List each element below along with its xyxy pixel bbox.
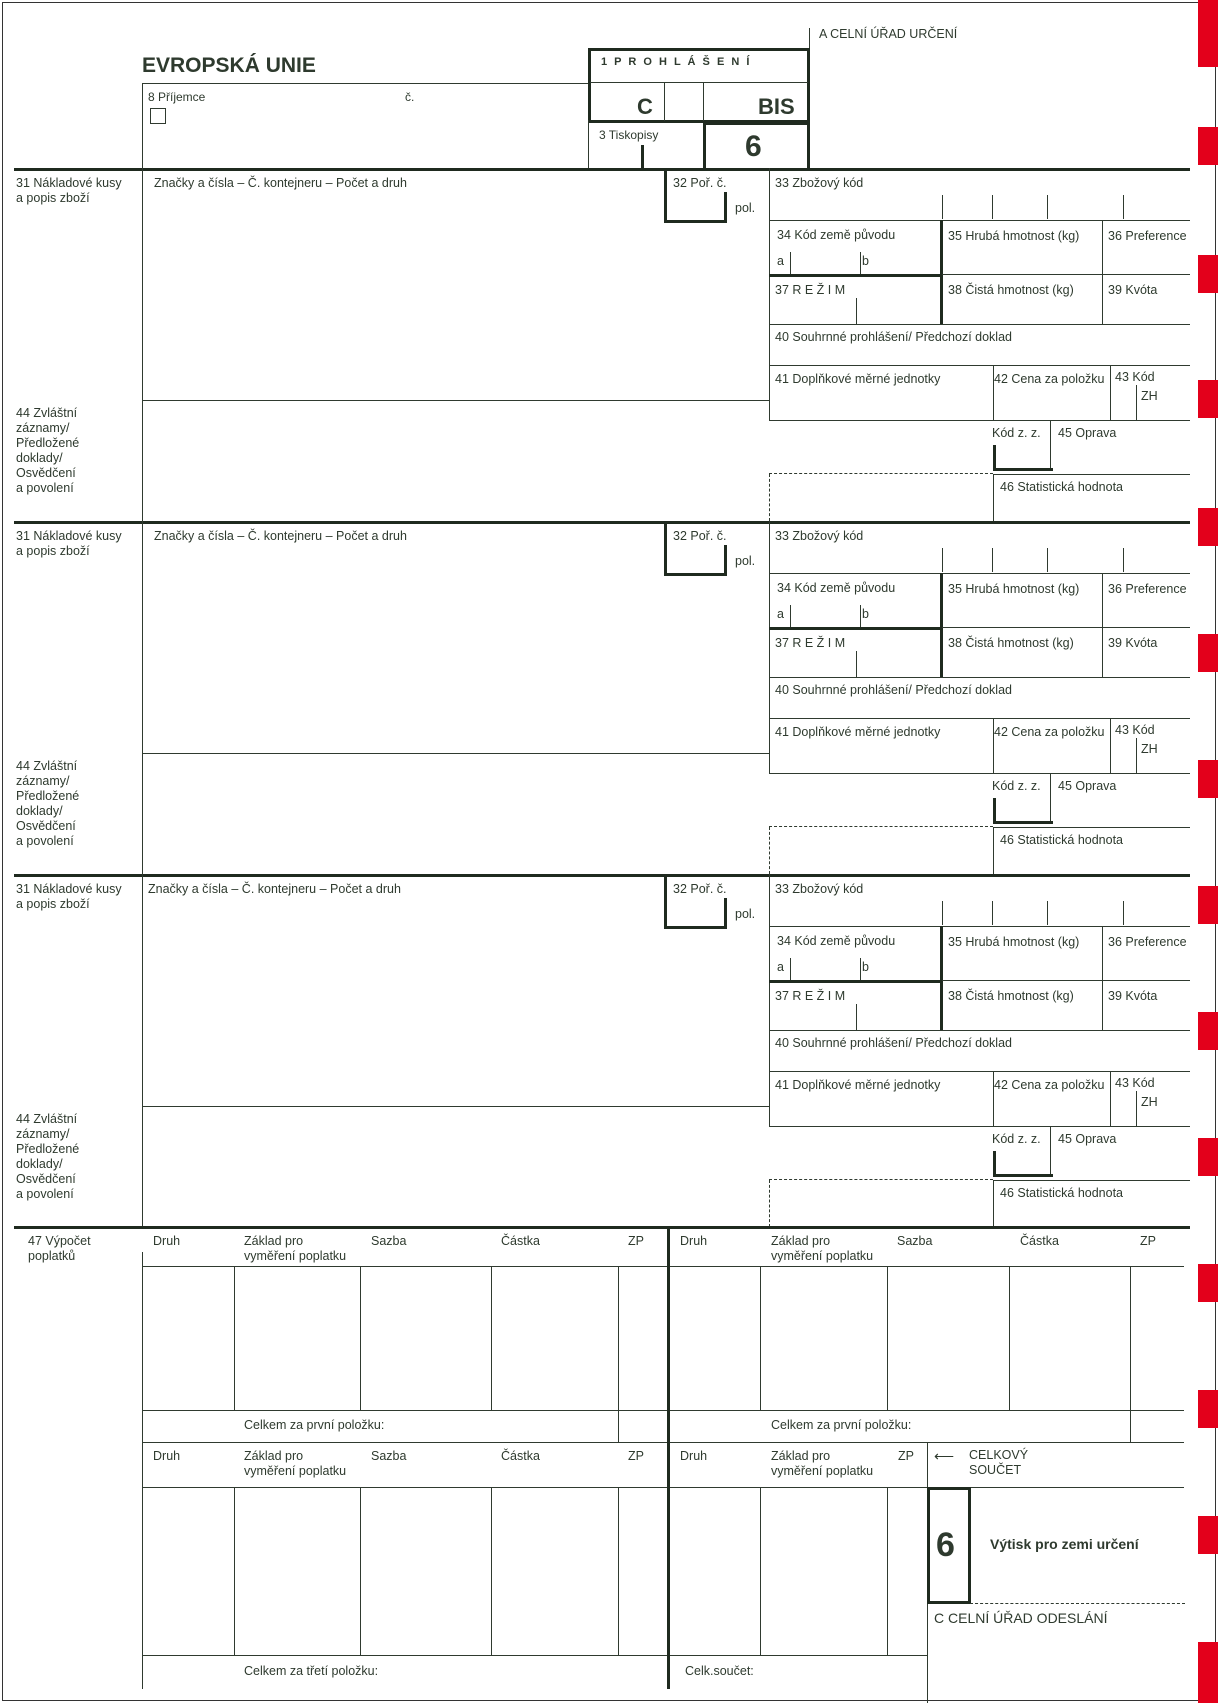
label-box31: 31 Nákladové kusy a popis zboží (16, 882, 122, 911)
divider (664, 521, 667, 575)
label-box32: 32 Poř. č. (673, 176, 727, 190)
label-box36: 36 Preference (1108, 935, 1187, 949)
divider (14, 1226, 1190, 1229)
label-box46: 46 Statistická hodnota (1000, 833, 1123, 847)
label-box35: 35 Hrubá hmotnost (kg) (948, 229, 1080, 243)
divider (664, 168, 667, 222)
divider (993, 1180, 994, 1227)
divider (491, 1487, 492, 1655)
copy-text: Výtisk pro zemi určení (990, 1536, 1139, 1552)
divider (856, 1004, 857, 1030)
union-title: EVROPSKÁ UNIE (142, 54, 316, 77)
divider (142, 400, 770, 401)
divider (590, 82, 808, 83)
label-box32: 32 Poř. č. (673, 529, 727, 543)
divider (769, 1071, 1190, 1072)
label-box37: 37 R E Ž I M (775, 283, 846, 297)
dashed-divider (769, 1180, 770, 1227)
label-box41: 41 Doplňkové měrné jednotky (775, 1078, 941, 1092)
label-box45: 45 Oprava (1058, 1132, 1117, 1146)
divider (940, 573, 943, 677)
margin-marker (1198, 760, 1218, 798)
label-zh: ZH (1141, 742, 1158, 756)
divider (942, 274, 1190, 275)
declaration-c: C (637, 94, 653, 119)
divider (940, 220, 943, 324)
divider (769, 874, 770, 1126)
margin-marker (1198, 1642, 1218, 1703)
divider (14, 874, 1190, 877)
divider (142, 1266, 1184, 1267)
label-box42: 42 Cena za položku (994, 372, 1105, 386)
divider (142, 753, 770, 754)
fees-label-zp: ZP (628, 1234, 644, 1248)
fees-label-total-first: Celkem za první položku: (244, 1418, 385, 1432)
label-pol: pol. (735, 554, 756, 568)
fees-label-total-first: Celkem za první položku: (771, 1418, 912, 1432)
divider (1110, 365, 1111, 420)
divider (769, 718, 1190, 719)
label-box37: 37 R E Ž I M (775, 989, 846, 1003)
fees-label-castka: Částka (501, 1449, 540, 1463)
fees-label-castka: Částka (501, 1234, 540, 1248)
divider (1047, 901, 1048, 925)
divider (927, 1487, 971, 1490)
label-box38: 38 Čistá hmotnost (kg) (948, 636, 1074, 650)
margin-marker (1198, 0, 1218, 67)
divider (1136, 385, 1137, 420)
label-box46: 46 Statistická hodnota (1000, 1186, 1123, 1200)
label-box33: 33 Zbožový kód (775, 176, 864, 190)
label-box41: 41 Doplňkové měrné jednotky (775, 372, 941, 386)
label-box35: 35 Hrubá hmotnost (kg) (948, 935, 1080, 949)
divider (618, 1410, 619, 1442)
label-pol: pol. (735, 907, 756, 921)
divider (360, 1487, 361, 1655)
divider (942, 195, 943, 219)
label-marks: Značky a čísla – Č. kontejneru – Počet a druh (154, 529, 407, 543)
divider (664, 83, 665, 121)
forms-label: 3 Tiskopisy (599, 128, 659, 142)
label-box36: 36 Preference (1108, 582, 1187, 596)
consignee-number-label: č. (405, 90, 415, 104)
divider (1050, 1126, 1051, 1176)
label-box44: 44 Zvláštní záznamy/ Předložené doklady/ Osvědčení a povolení (16, 1112, 80, 1201)
divider (1102, 926, 1103, 1030)
divider (807, 48, 810, 168)
divider (1050, 420, 1051, 470)
divider (724, 192, 727, 223)
divider (968, 1487, 971, 1604)
divider (724, 545, 727, 576)
copy-number: 6 (936, 1526, 955, 1564)
divider (993, 1174, 1053, 1177)
margin-marker (1198, 634, 1218, 672)
margin-marker (1198, 1264, 1218, 1302)
divider (790, 605, 791, 627)
divider (1123, 901, 1124, 925)
divider (760, 1266, 761, 1410)
divider (769, 1126, 1190, 1127)
grand-total-label: CELKOVÝ SOUČET (969, 1448, 1029, 1477)
divider (942, 627, 1190, 628)
margin-marker (1198, 127, 1218, 165)
divider (769, 274, 942, 277)
label-box38: 38 Čistá hmotnost (kg) (948, 283, 1074, 297)
fees-label-druh: Druh (680, 1234, 708, 1248)
label-box46: 46 Statistická hodnota (1000, 480, 1123, 494)
label-kodzz: Kód z. z. (992, 426, 1041, 440)
divider (618, 1487, 619, 1655)
label-zh: ZH (1141, 1095, 1158, 1109)
divider (769, 168, 770, 420)
dashed-divider (769, 473, 993, 474)
label-box43: 43 Kód (1115, 1076, 1155, 1090)
divider (992, 901, 993, 925)
label-box39: 39 Kvóta (1108, 989, 1158, 1003)
divider (142, 1410, 1184, 1411)
divider (769, 980, 942, 983)
divider (809, 28, 810, 50)
label-box34: 34 Kód země původu (777, 228, 896, 242)
label-box40: 40 Souhrnné prohlášení/ Předchozí doklad (775, 1036, 1012, 1050)
label-box32: 32 Poř. č. (673, 882, 727, 896)
label-box31: 31 Nákladové kusy a popis zboží (16, 176, 122, 205)
divider (1047, 548, 1048, 572)
fees-label-druh: Druh (153, 1449, 181, 1463)
divider (1123, 548, 1124, 572)
declaration-bis: BIS (758, 94, 795, 119)
divider (940, 926, 943, 1030)
label-zh: ZH (1141, 389, 1158, 403)
divider (724, 898, 727, 929)
label-a: a (777, 607, 784, 621)
divider (664, 926, 727, 929)
margin-marker (1198, 255, 1218, 293)
fees-label-castka: Částka (1020, 1234, 1059, 1248)
label-a: a (777, 254, 784, 268)
label-b: b (862, 607, 869, 621)
divider (887, 1487, 888, 1655)
label-box31: 31 Nákladové kusy a popis zboží (16, 529, 122, 558)
dashed-divider (769, 474, 770, 521)
divider (769, 773, 1190, 774)
margin-marker (1198, 1138, 1218, 1176)
divider (993, 468, 1053, 471)
form-border (2, 2, 1216, 1701)
consignee-checkbox[interactable] (150, 108, 166, 124)
fees-label-zaklad: Základ pro vyměření poplatku (244, 1234, 347, 1263)
forms-value: 6 (745, 130, 762, 163)
divider (769, 573, 1190, 574)
divider (1136, 1091, 1137, 1126)
fees-label-grand-total_short: Celk.součet: (685, 1664, 754, 1678)
customs-office-destination-label: A CELNÍ ÚŘAD URČENÍ (819, 27, 958, 41)
divider (769, 677, 1190, 678)
label-box37: 37 R E Ž I M (775, 636, 846, 650)
divider (769, 324, 1190, 325)
margin-marker (1198, 1390, 1218, 1428)
dashed-divider (769, 1179, 993, 1180)
divider (1130, 1266, 1131, 1410)
grand-total-arrow: ⟵ (934, 1448, 955, 1464)
divider (992, 195, 993, 219)
label-marks: Značky a čísla – Č. kontejneru – Počet a druh (148, 882, 401, 896)
label-box44: 44 Zvláštní záznamy/ Předložené doklady/ Osvědčení a povolení (16, 406, 80, 495)
divider (1136, 738, 1137, 773)
consignee-label: 8 Příjemce (148, 90, 206, 104)
margin-marker (1198, 1516, 1218, 1554)
divider (1102, 220, 1103, 324)
dashed-divider (769, 826, 993, 827)
divider (1123, 195, 1124, 219)
box47-label: 47 Výpočet poplatků (28, 1234, 91, 1263)
label-box39: 39 Kvóta (1108, 636, 1158, 650)
fees-label-sazba: Sazba (371, 1449, 407, 1463)
divider (769, 1030, 1190, 1031)
divider (142, 1252, 143, 1689)
divider (14, 521, 1190, 524)
label-box45: 45 Oprava (1058, 779, 1117, 793)
divider (993, 474, 994, 521)
label-a: a (777, 960, 784, 974)
label-box38: 38 Čistá hmotnost (kg) (948, 989, 1074, 1003)
divider (942, 901, 943, 925)
fees-label-druh: Druh (153, 1234, 181, 1248)
divider (1130, 1410, 1131, 1442)
label-box33: 33 Zbožový kód (775, 882, 864, 896)
divider (641, 145, 644, 168)
label-box36: 36 Preference (1108, 229, 1187, 243)
divider (993, 474, 1190, 475)
fees-label-druh: Druh (680, 1449, 708, 1463)
divider (993, 821, 1053, 824)
divider (142, 1106, 770, 1107)
fees-label-sazba: Sazba (897, 1234, 933, 1248)
label-box40: 40 Souhrnné prohlášení/ Předchozí doklad (775, 683, 1012, 697)
divider (993, 1180, 1190, 1181)
fees-label-total-third: Celkem za třetí položku: (244, 1664, 379, 1678)
divider (703, 83, 704, 121)
divider (1102, 573, 1103, 677)
divider (1050, 773, 1051, 823)
divider (790, 252, 791, 274)
dashed-divider (970, 1603, 1185, 1604)
divider (588, 120, 589, 168)
fees-label-sazba: Sazba (371, 1234, 407, 1248)
divider (887, 1266, 888, 1410)
divider (667, 1226, 670, 1689)
label-pol: pol. (735, 201, 756, 215)
divider (769, 627, 942, 630)
margin-marker (1198, 380, 1218, 418)
divider (360, 1266, 361, 1410)
label-box43: 43 Kód (1115, 723, 1155, 737)
divider (664, 573, 727, 576)
divider (142, 1487, 1184, 1488)
divider (942, 980, 1190, 981)
divider (769, 420, 1190, 421)
label-box35: 35 Hrubá hmotnost (kg) (948, 582, 1080, 596)
divider (993, 827, 1190, 828)
divider (927, 1487, 930, 1604)
divider (234, 1487, 235, 1655)
label-box45: 45 Oprava (1058, 426, 1117, 440)
divider (856, 651, 857, 677)
label-box42: 42 Cena za položku (994, 1078, 1105, 1092)
divider (142, 1655, 928, 1656)
divider (942, 548, 943, 572)
label-kodzz: Kód z. z. (992, 1132, 1041, 1146)
divider (769, 521, 770, 773)
fees-label-zaklad: Základ pro vyměření poplatku (771, 1449, 874, 1478)
fees-label-zaklad: Základ pro vyměření poplatku (244, 1449, 347, 1478)
label-box41: 41 Doplňkové měrné jednotky (775, 725, 941, 739)
divider (142, 168, 143, 521)
divider (1110, 718, 1111, 773)
divider (790, 958, 791, 980)
label-box44: 44 Zvláštní záznamy/ Předložené doklady/ Osvědčení a povolení (16, 759, 80, 848)
divider (1047, 195, 1048, 219)
label-box43: 43 Kód (1115, 370, 1155, 384)
label-box40: 40 Souhrnné prohlášení/ Předchozí doklad (775, 330, 1012, 344)
margin-marker (1198, 508, 1218, 546)
fees-label-zp: ZP (898, 1449, 914, 1463)
divider (234, 1266, 235, 1410)
declaration-label: 1 P R O H L Á Š E N Í (601, 56, 752, 68)
label-box39: 39 Kvóta (1108, 283, 1158, 297)
divider (856, 298, 857, 324)
label-box34: 34 Kód země původu (777, 581, 896, 595)
label-box42: 42 Cena za položku (994, 725, 1105, 739)
divider (14, 168, 1190, 171)
margin-marker (1198, 1012, 1218, 1050)
divider (1009, 1266, 1010, 1410)
customs-office-departure-label: C CELNÍ ÚŘAD ODESLÁNÍ (934, 1610, 1108, 1626)
label-marks: Značky a čísla – Č. kontejneru – Počet a druh (154, 176, 407, 190)
divider (1110, 1071, 1111, 1126)
divider (618, 1266, 619, 1410)
divider (588, 48, 591, 122)
label-b: b (862, 254, 869, 268)
divider (142, 521, 143, 874)
divider (703, 122, 810, 125)
divider (769, 220, 1190, 221)
divider (993, 827, 994, 874)
fees-label-zp: ZP (1140, 1234, 1156, 1248)
label-box34: 34 Kód země původu (777, 934, 896, 948)
divider (703, 122, 706, 168)
divider (992, 548, 993, 572)
divider (760, 1487, 761, 1655)
fees-label-zp: ZP (628, 1449, 644, 1463)
label-b: b (862, 960, 869, 974)
divider (664, 874, 667, 928)
divider (769, 365, 1190, 366)
divider (142, 83, 589, 84)
label-box33: 33 Zbožový kód (775, 529, 864, 543)
divider (664, 220, 727, 223)
divider (769, 926, 1190, 927)
fees-label-zaklad: Základ pro vyměření poplatku (771, 1234, 874, 1263)
dashed-divider (769, 827, 770, 874)
label-kodzz: Kód z. z. (992, 779, 1041, 793)
divider (142, 1442, 1184, 1443)
divider (491, 1266, 492, 1410)
divider (142, 874, 143, 1227)
divider (588, 48, 810, 51)
margin-marker (1198, 886, 1218, 924)
divider (927, 1601, 971, 1604)
